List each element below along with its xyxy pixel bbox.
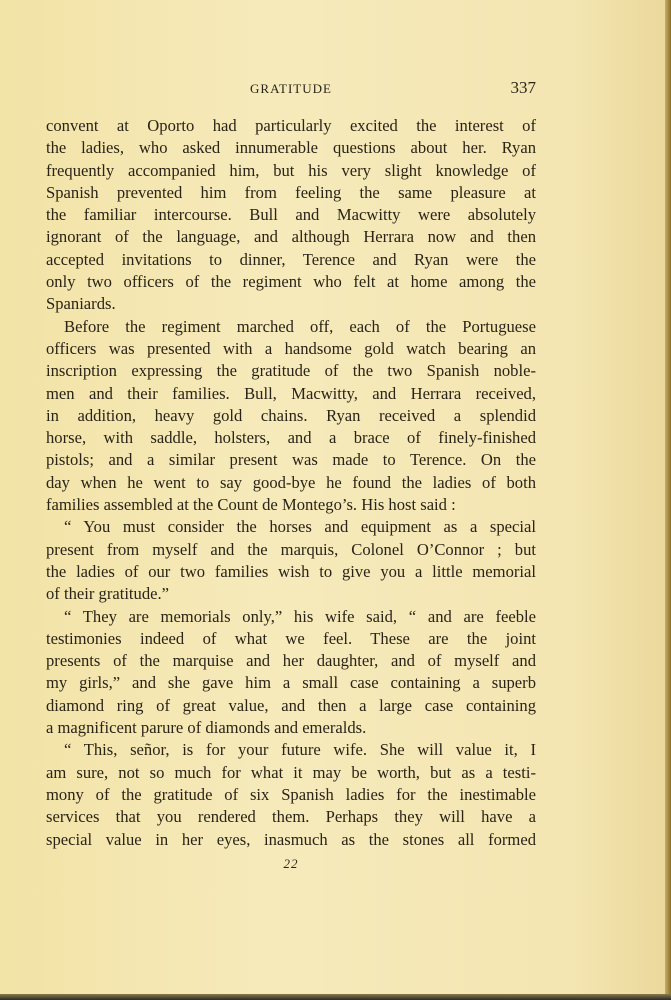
text-line: frequently accompanied him, but his very slight knowledge of (46, 160, 536, 180)
text-line: special value in her eyes, inasmuch as the stones all formed (46, 829, 536, 849)
body-text (46, 115, 536, 851)
signature-mark: 22 (283, 856, 299, 871)
text-line: horse, with saddle, holsters, and a brace of finely-finished (46, 428, 536, 448)
text-line: Before the regiment marched off, each of the Portuguese (64, 316, 536, 336)
text-line: diamond ring of great value, and then a large case containing (46, 695, 536, 715)
chapter-title: GRATITUDE (250, 81, 332, 96)
text-line: “ They are memorials only,” his wife said, “ and are feeble (64, 606, 536, 626)
text-line: Spanish prevented him from feeling the same pleasure at (46, 182, 536, 202)
text-line: services that you rendered them. Perhaps they will have a (46, 807, 536, 827)
text-line: my girls,” and she gave him a small case containing a superb (46, 673, 536, 693)
text-line: inscription expressing the gratitude of the two Spanish noble- (46, 361, 536, 381)
text-line: families assembled at the Count de Montego’s. His host said : (46, 495, 456, 515)
text-line: present from myself and the marquis, Colonel O’Connor ; but (46, 539, 536, 559)
text-line: accepted invitations to dinner, Terence and Ryan were the (46, 249, 536, 269)
text-line: in addition, heavy gold chains. Ryan received a splendid (46, 405, 536, 425)
text-line: officers was presented with a handsome gold watch bearing an (46, 338, 536, 358)
page-edge-right (665, 0, 671, 1000)
text-line: testimonies indeed of what we feel. These are the joint (46, 628, 536, 648)
text-line: convent at Oporto had particularly excited the interest of (46, 116, 536, 135)
text-line: am sure, not so much for what it may be worth, but as a testi- (46, 762, 536, 782)
text-line: “ You must consider the horses and equipment as a special (64, 517, 536, 537)
text-line: “ This, señor, is for your future wife. She will value it, I (64, 740, 536, 760)
text-line: ignorant of the language, and although Herrara now and then (46, 227, 536, 247)
text-line: men and their families. Bull, Macwitty, and Herrara received, (46, 383, 536, 403)
text-line: the ladies of our two families wish to give you a little memorial (46, 561, 536, 581)
text-line: the ladies, who asked innumerable questions about her. Ryan (46, 138, 536, 158)
page-number: 337 (510, 78, 536, 97)
text-line: only two officers of the regiment who felt at home among the (46, 272, 536, 292)
text-line: Spaniards. (46, 294, 116, 314)
running-head (46, 78, 536, 100)
text-line: of their gratitude.” (46, 584, 170, 604)
text-line: day when he went to say good-bye he found the ladies of both (46, 472, 536, 492)
text-line: mony of the gratitude of six Spanish ladies for the inestimable (46, 784, 536, 804)
text-line: the familiar intercourse. Bull and Macwitty were absolutely (46, 205, 536, 225)
page-edge-bottom (0, 994, 671, 1000)
text-line: pistols; and a similar present was made to Terence. On the (46, 450, 536, 470)
text-line: a magnificent parure of diamonds and emeralds. (46, 718, 367, 738)
text-line: presents of the marquise and her daughter, and of myself and (46, 651, 536, 671)
